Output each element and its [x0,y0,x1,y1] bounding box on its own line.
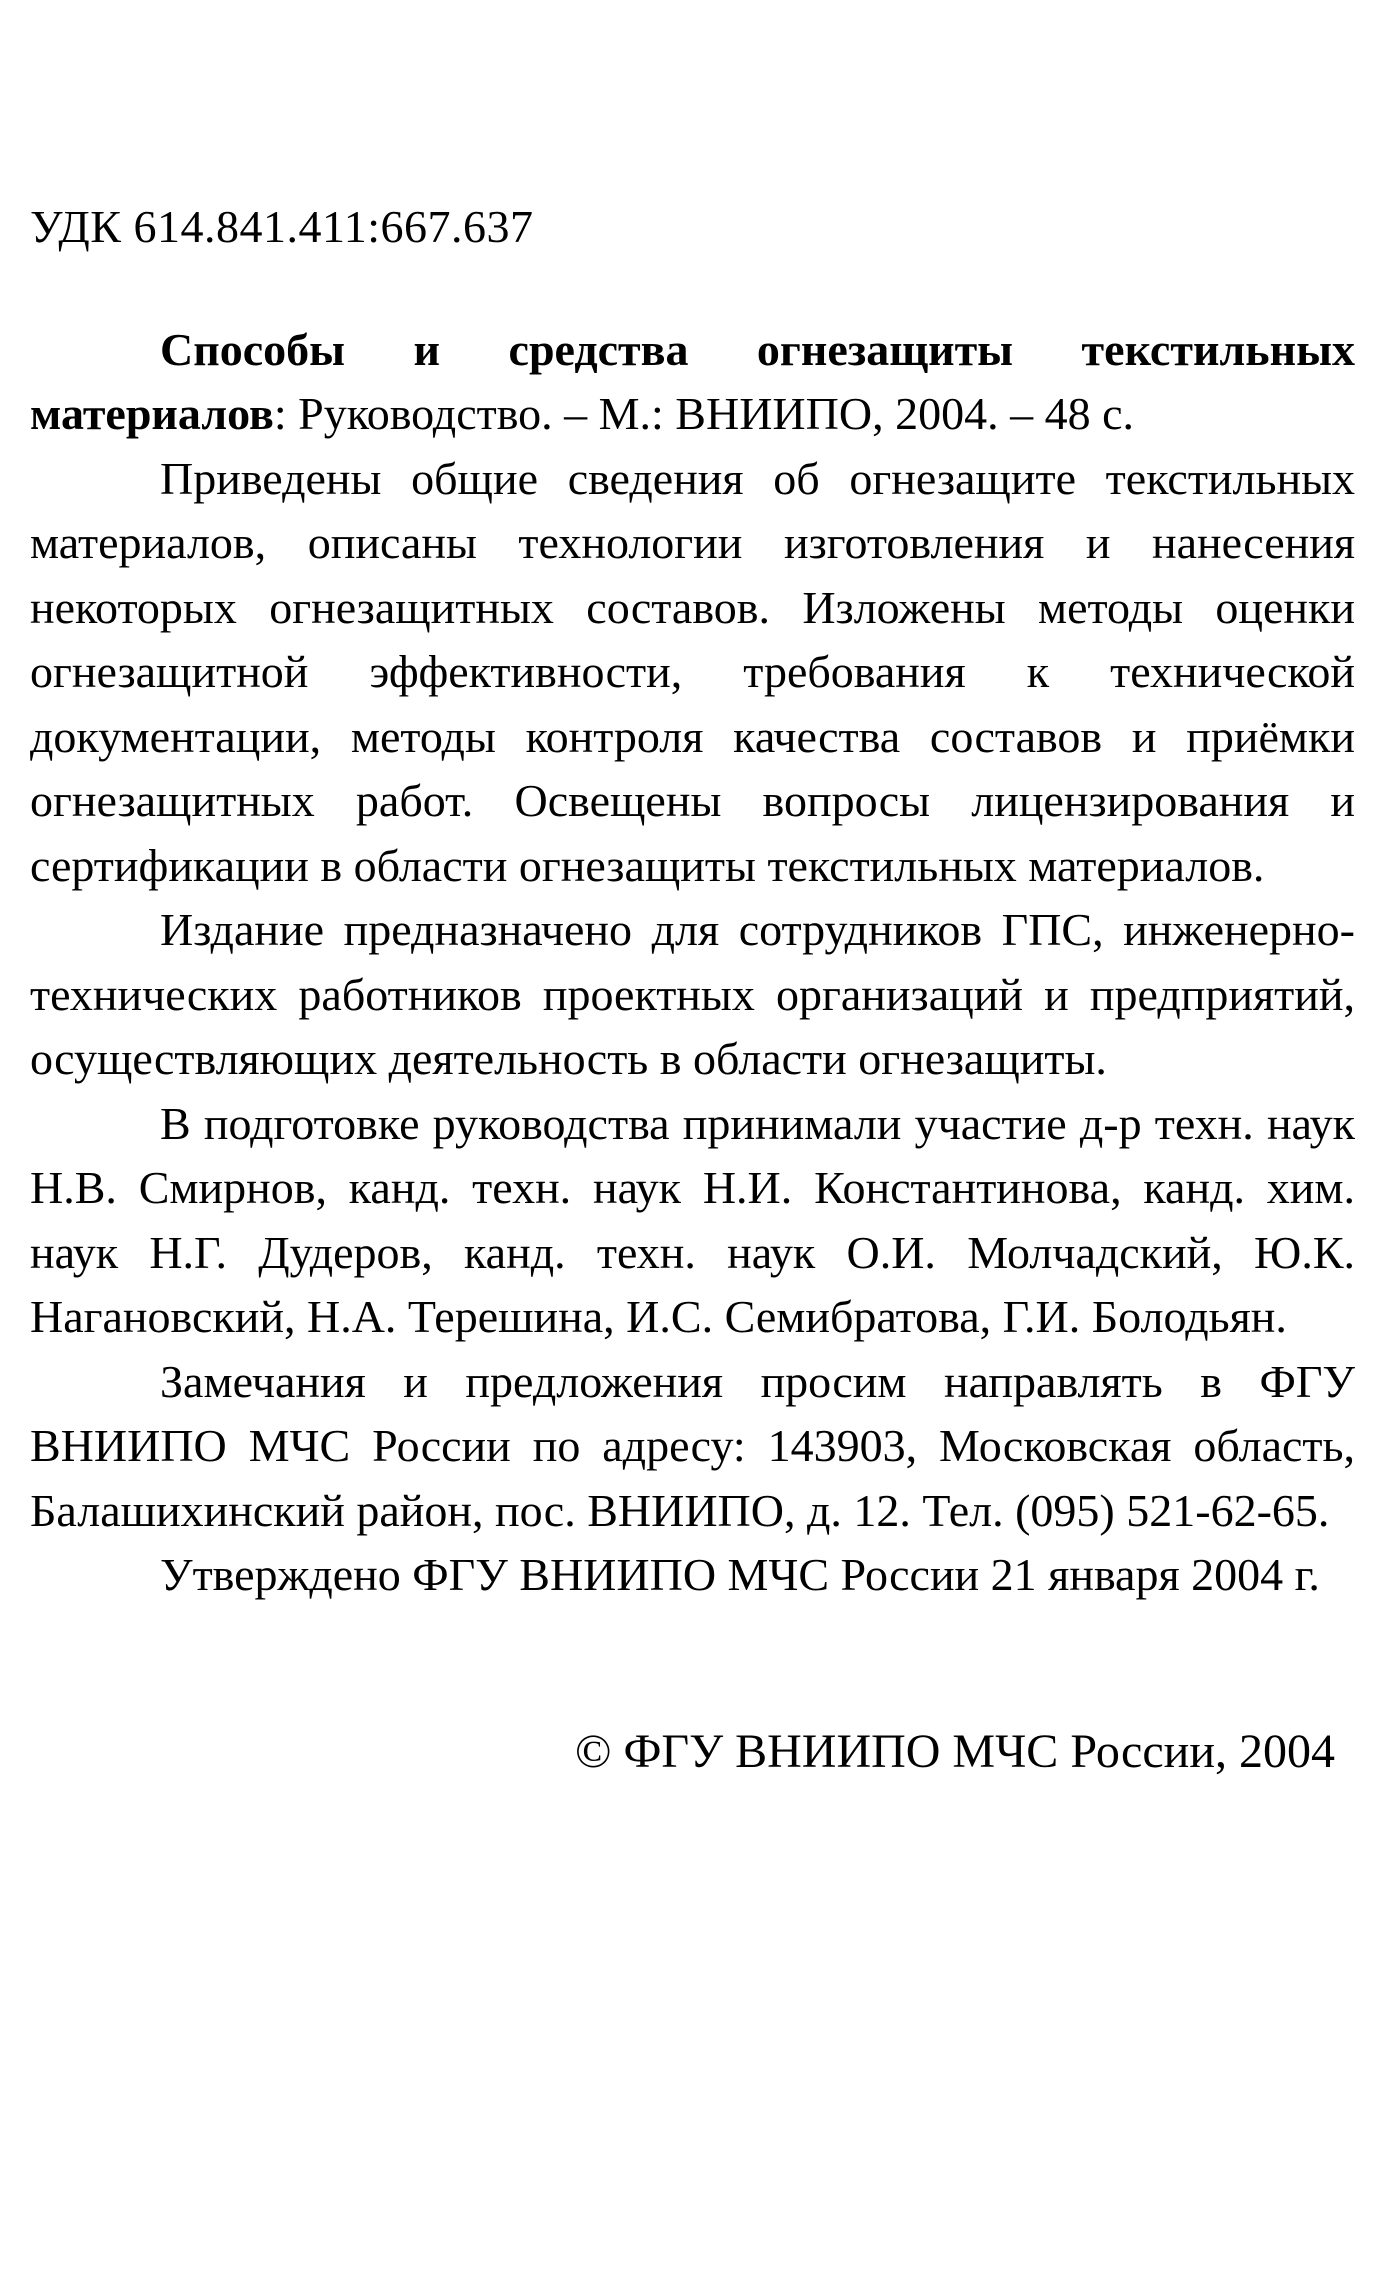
reference-details: : Руководство. – М.: ВНИИПО, 2004. – 48 с. [273,388,1135,439]
abstract-paragraph: Приведены общие сведения об огнезащите текстильных материалов, описаны технологии изготовления и нанесения некоторых огнезащитных составов. Изложены методы оценки огнезащитной эффективности, требования к технической документации, методы контроля качества составов и приёмки огнезащитных работ. Освещены вопросы лицензирования и сертификации в области огнезащиты текстильных материалов. [30,452,1355,891]
bibliographic-reference [30,318,1355,447]
contact-paragraph: Замечания и предложения просим направлять в ФГУ ВНИИПО МЧС России по адресу: 143903, Московская область, Балашихинский район, пос. ВНИИПО, д. 12. Тел. (095) 521-62-65. [30,1355,1355,1536]
udk-code: УДК 614.841.411:667.637 [30,201,534,252]
document-page [30,195,1355,1608]
authors-paragraph: В подготовке руководства принимали участие д-р техн. наук Н.В. Смирнов, канд. техн. наук Н.И. Константинова, канд. хим. наук Н.Г. Дудеров, канд. техн. наук О.И. Молчадский, Ю.К. Нагановский, Н.А. Терешина, И.С. Семибратова, Г.И. Болодьян. [30,1097,1355,1342]
audience-paragraph: Издание предназначено для сотрудников ГПС, инженерно-технических работников проектных организаций и предприятий, осуществляющих деятельность в области огнезащиты. [30,904,1355,1084]
copyright-line: © ФГУ ВНИИПО МЧС России, 2004 [574,1725,1335,1778]
book-title: Способы и средства огнезащиты текстильных материалов [30,323,1355,439]
approval-paragraph: Утверждено ФГУ ВНИИПО МЧС России 21 января 2004 г. [160,1549,1320,1600]
